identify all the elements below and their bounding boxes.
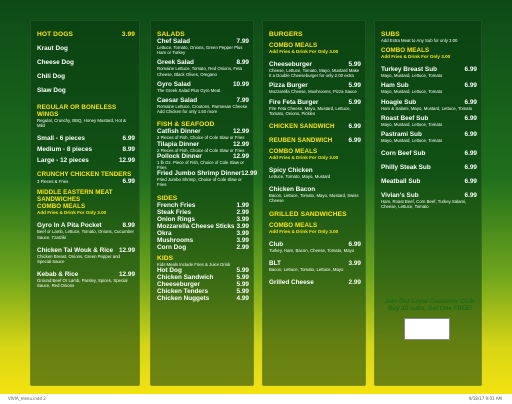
tenders-row [37,178,135,185]
item-desc: Mayo, Mustard, Lettuce, Tomato [381,73,443,79]
item-name: Club [269,240,284,248]
item-name: Cheeseburger [269,61,312,68]
menu-item-row [269,82,361,89]
menu-item-row [381,115,477,122]
menu-item-row [381,99,477,106]
item-name: Chicken Tenders [157,287,209,295]
menu-item-row [157,38,249,45]
loyalty-club-callout [380,298,480,312]
menu-item-row [157,97,249,104]
item-desc: Mayo, Mustard, Lettuce, Tomato [381,121,443,127]
grilled-title: GRILLED SANDWICHES [269,210,347,218]
item-price: 3.99 [236,222,249,230]
print-footer [0,394,512,404]
item-desc: Mayo, Mustard, Lettuce, Tomato [381,89,443,95]
wings-size-row [37,157,135,164]
item-price: 3.99 [348,259,361,267]
item-name: Greek Salad [157,59,194,67]
item-price: 6.99 [464,66,477,74]
item-price: 6.99 [348,123,361,131]
grilled-combo-title: COMBO MEALS [269,221,318,229]
menu-item-row [381,150,477,157]
item-price: 5.99 [236,273,249,281]
tenders-desc: 3 Pieces & Fries [37,179,69,185]
item-price: 2.99 [236,208,249,216]
item-desc: Ham, Roast Beef, Corn Beef, Turkey Salami, Cheese, Lettuce, Tomato [381,199,467,210]
item-price: 3.99 [236,229,249,237]
wings-desc: Regular, Crunchy, BBQ, Honey Mustard, Hot & Mild [37,118,126,129]
hotdogs-header [37,31,135,38]
kids-row [157,274,249,281]
item-price: 7.99 [236,97,249,105]
menu-item: Slaw Dog [37,87,66,94]
item-price: 5.99 [236,266,249,274]
menu-item: Kraut Dog [37,45,68,52]
item-name: BLT [269,259,281,267]
item-price: 6.99 [464,164,477,172]
item-name: Fried Jumbo Shrimp Dinner [157,170,242,178]
menu-item-row [381,192,477,199]
item-price: 1.99 [236,201,249,209]
burgers-combo2-sub: Add Fries & Drink For Only 3.00 [269,155,339,161]
item-name: Meatball Sub [381,178,421,186]
item-price: 5.99 [236,287,249,295]
item-name: Hot Dog [157,266,182,274]
column-salads-fish [150,20,258,386]
item-price: 4.99 [236,294,249,302]
tenders-price: 6.99 [122,178,135,186]
item-price: 3.99 [236,236,249,244]
fish-title: FISH & SEAFOOD [157,121,215,129]
chicken-sandwich-row [269,123,361,130]
item-price: 7.99 [236,38,249,45]
footer-left: VIVIA_menu.indd 2 [8,396,46,401]
wings-size-row [37,146,135,153]
kids-row [157,267,249,274]
item-desc: Fried Jumbo Shrimp, Choice of Cole Slaw or Fries [157,177,242,188]
size-price: 8.99 [122,146,135,154]
item-price: 8.99 [122,222,135,230]
item-desc: 1 lb Oz. Piece of Fish, Choice of Cole Slaw or Fries [157,159,244,171]
item-desc: Romaine Lettuce, Tomato, Red Onions, Feta Cheese, Black Olives, Oregano [157,66,242,77]
side-row [157,216,249,223]
item-price: 12.99 [119,246,135,254]
item-price: 10.99 [233,80,249,88]
item-name: Ham Sub [381,82,409,90]
item-name: Gyro Salad [157,80,191,88]
menu-item-row [269,99,361,106]
menu-item-row [157,81,249,88]
column-burgers-grilled [262,20,366,386]
item-name: Okra [157,229,172,237]
menu-item-row [269,61,361,68]
menu-item-row [157,170,258,178]
side-row [157,202,249,209]
item-name: Corn Dog [157,243,187,251]
menu-item-row [381,82,477,89]
side-row [157,244,249,251]
item-desc: Ground Beef Or Lamb, Parsley, Spices, Special Sauce, Red Onions [37,278,128,289]
menu-item-row [37,271,135,278]
hotdogs-title: HOT DOGS [37,31,73,38]
item-name: French Fries [157,201,196,209]
item-price: 2.99 [236,243,249,251]
item-name: Chef Salad [157,38,191,45]
item-name: Cheeseburger [157,280,200,288]
burgers-combo-sub: Add Fries & Drink For Only 3.00 [269,49,339,54]
item-name: Vivian's Sub [381,192,419,200]
item-desc: Beef or Lamb, Lettuce, Tomato, Onions, Cucumber Sauce, Tzatziki [37,229,134,240]
item-name: REUBEN SANDWICH [269,137,333,145]
item-price: 12.99 [241,170,258,178]
item-name: Roast Beef Sub [381,114,429,122]
sides-title: SIDES [157,194,178,202]
item-desc: Turkey, Ham, Bacon, Cheese, Tomato, Mayo [269,247,355,253]
size-price: 12.99 [119,157,135,165]
item-price: 12.99 [233,128,249,136]
item-price: 6.99 [464,82,477,90]
hotdogs-price: 3.99 [121,31,135,38]
item-name: Corn Beef Sub [381,150,426,158]
item-name: Mushrooms [157,236,194,244]
item-desc: Bacon, Lettuce, Tomato, Lettuce, Mayo [269,266,344,272]
item-desc: Romaine Lettuce, Croutons, Parmesan Cheese Add Chicken for only 1.50 more [157,104,248,115]
kids-row [157,295,249,302]
chicken-bacon-desc: Bacon, Lettuce, Tomato, Mayo, Mustard, Swiss Cheese [269,193,359,204]
spicy-chicken-desc: Lettuce, Tomato, Mayo, Mustard [269,174,331,180]
item-price: 6.99 [464,178,477,186]
menu-item-row [269,260,361,267]
item-desc: Ham & Salami, Mayo, Mustard, Lettuce, Tomato [381,105,473,111]
item-name: Grilled Cheese [269,279,314,287]
item-name: Catfish Dinner [157,128,201,136]
burgers-title: BURGERS [269,31,303,38]
size-price: 6.99 [122,135,135,143]
item-desc: 2 Pieces of Fish, Choice of Cole Slaw or Fries [157,147,245,153]
side-row [157,209,249,216]
middle-eastern-combo-sub: Add Fries & Drink For Only 3.00 [37,210,107,216]
item-name: Gyro In A Pita Pocket [37,222,102,230]
item-price: 6.99 [464,131,477,139]
item-price: 5.99 [236,280,249,288]
item-name: Tilapia Dinner [157,140,200,148]
item-price: 12.99 [233,152,249,160]
subs-combo-sub: Add Fries & Drink For Only 3.00 [381,54,451,60]
item-name: Fire Feta Burger [269,98,319,106]
item-price: 6.99 [464,114,477,122]
burgers-combo-title: COMBO MEALS [269,42,318,49]
item-price: 5.99 [348,98,361,106]
tenders-header [37,171,135,178]
item-name: Caesar Salad [157,97,198,105]
item-name: Hoagie Sub [381,98,417,106]
menu-item-row [381,178,477,185]
middle-eastern-title: MIDDLE EASTERN MEAT SANDWICHES [37,189,113,204]
item-name: Steak Fries [157,208,192,216]
kids-title: KIDS [157,254,174,262]
item-price: 12.99 [119,271,135,279]
item-price: 2.99 [348,279,361,287]
menu-item-row [37,247,135,254]
menu-item-row [381,66,477,73]
footer-right: 9/18/17 9:01 AM [468,396,502,401]
item-name: Chicken Tai Wouk & Rice [37,246,114,254]
menu-item-row [157,59,249,66]
item-price: 3.99 [236,215,249,223]
kids-row [157,281,249,288]
menu-item-row [157,128,249,135]
item-desc: Chicken Breast, Onions, Green Pepper and Special Sauce [37,253,120,265]
menu-item-row [157,141,249,148]
kids-desc: Kids Meals Include Fries & Juice Drink [157,261,231,267]
punch-card-image [404,318,450,340]
subs-combo-title: COMBO MEALS [381,47,430,55]
size-label: Large - 12 pieces [37,157,89,165]
tenders-title: CRUNCHY CHICKEN TENDERS [37,171,132,179]
item-desc: Fire Feta Cheese, Mayo, Mustard, Lettuce, Tomato, Onions, Pickles [269,105,351,116]
wings-title: REGULAR OR BONELESS WINGS [37,104,117,118]
side-row [157,230,249,237]
item-name: CHICKEN SANDWICH [269,123,335,131]
subs-desc: Add Extra Meat to Any Sub for only 2.00 [381,38,458,43]
menu-item-row [269,279,361,286]
menu-item-row [269,241,361,248]
side-row [157,223,249,230]
item-price: 5.99 [348,61,361,68]
salads-title: SALADS [157,31,185,38]
spicy-chicken-name: Spicy Chicken [269,167,313,175]
item-desc: Mozzarella Cheese, Mushrooms, Pizza Sauce [269,89,357,95]
size-label: Small - 6 pieces [37,135,85,143]
club-line-1: Join Our Loyal Customer Club. [384,298,476,305]
item-name: Pollock Dinner [157,152,202,160]
menu-item: Cheese Dog [37,59,74,66]
item-name: Turkey Breast Sub [381,66,437,74]
menu-item: Chili Dog [37,73,66,80]
item-price: 6.99 [464,98,477,106]
item-desc: The Greek Salad Plus Gyro Meat [157,87,221,93]
item-price: 6.99 [464,192,477,200]
item-name: Kebab & Rice [37,271,79,279]
item-price: 6.99 [348,137,361,145]
item-name: Onion Rings [157,215,195,223]
kids-row [157,288,249,295]
menu-item-row [381,131,477,138]
item-price: 5.99 [348,82,361,90]
item-desc: Mayo, Mustard, Lettuce, Tomato [381,138,443,144]
reuben-row [269,137,361,144]
menu-item-row [157,153,249,160]
menu-item-row [37,222,135,229]
item-desc: Cheese, Lettuce, Tomato, Mayo, Mustard Make It a Double Cheeseburger for only 2.00 extra [269,68,360,79]
subs-title: SUBS [381,31,400,38]
item-price: 6.99 [348,240,361,248]
menu-item-row [381,164,477,171]
middle-eastern-combo-title: COMBO MEALS [37,203,86,211]
column-hotdogs-wings [30,20,140,386]
item-name: Philly Steak Sub [381,164,431,172]
item-desc: Lettuce, Tomato, Onions, Green Pepper Plus Ham or Turkey [157,45,243,56]
item-price: 6.99 [464,150,477,158]
side-row [157,237,249,244]
item-name: Pizza Burger [269,82,308,90]
item-name: Pastrami Sub [381,131,422,139]
club-line-2: Buy 10 subs, Get One FREE! [387,305,473,313]
size-label: Medium - 8 pieces [37,146,93,154]
wings-size-row [37,135,135,142]
item-name: Chicken Sandwich [157,273,214,281]
burgers-combo2-title: COMBO MEALS [269,148,318,156]
chicken-bacon-name: Chicken Bacon [269,186,316,194]
item-price: 12.99 [233,140,249,148]
item-desc: 2 Pieces of Fish, Choice of Cole Slaw or Fries [157,135,245,141]
grilled-combo-sub: Add Fries & Drink For Only 3.00 [269,228,339,234]
item-name: Mozzarella Cheese Sticks [157,222,235,230]
item-name: Chicken Nuggets [157,294,210,302]
item-price: 8.99 [236,59,249,67]
